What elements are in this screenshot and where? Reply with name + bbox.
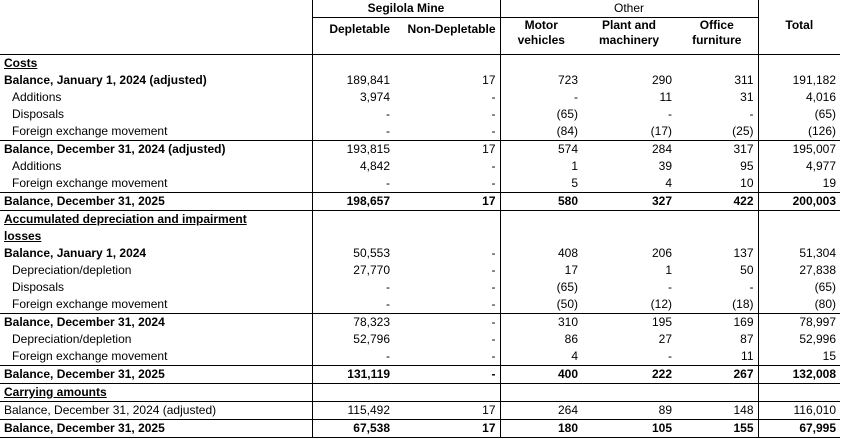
cell-value: 4 [500, 348, 582, 366]
table-row [0, 383, 840, 401]
cell-value: - [749, 107, 754, 121]
cell-value: 284 [582, 140, 676, 158]
cell-value: - [312, 296, 394, 314]
cell-value: 317 [676, 140, 758, 158]
cell-value: (65) [500, 106, 582, 123]
empty-cell [394, 210, 500, 228]
cell-value: (12) [650, 297, 672, 311]
cell-value: - [668, 349, 672, 363]
empty-cell [312, 210, 394, 228]
table-row [0, 313, 840, 331]
cell-value: 193,815 [312, 140, 394, 158]
cell-value: 50,553 [312, 245, 394, 262]
cell-value: - [491, 263, 496, 277]
cell-value: 132,008 [758, 365, 840, 383]
cell-value: 17 [482, 73, 496, 87]
segilola-mine-header: Segilola Mine [312, 0, 500, 18]
cell-value: 422 [676, 192, 758, 210]
other-header: Other [500, 0, 758, 18]
cell-value: 17 [394, 140, 500, 158]
table-row [0, 158, 840, 175]
table-row [0, 365, 840, 383]
row-label: Additions [12, 90, 62, 104]
cell-value: - [312, 123, 394, 141]
cell-value: 5 [500, 175, 582, 193]
cell-value: 4,016 [758, 89, 840, 106]
table-row [0, 419, 840, 437]
row-label: Balance, December 31, 2024 (adjusted) [0, 140, 312, 158]
cell-value: 1 [500, 158, 582, 175]
cell-value: 11 [741, 349, 754, 363]
cell-value: 86 [500, 331, 582, 348]
cell-value: 3,974 [312, 89, 394, 106]
cell-value: 264 [500, 401, 582, 419]
table-row [0, 140, 840, 158]
cell-value: 17 [394, 401, 500, 419]
cell-value: 89 [582, 401, 676, 419]
cell-value: 148 [676, 401, 758, 419]
cell-value: - [749, 280, 754, 294]
cell-value: - [491, 349, 496, 363]
row-label: Balance, December 31, 2024 [0, 313, 312, 331]
cell-value: (65) [758, 279, 840, 296]
cell-value: 327 [582, 192, 676, 210]
empty-cell [312, 54, 394, 72]
cell-value: 206 [651, 246, 672, 260]
empty-cell [394, 54, 500, 72]
empty-cell [582, 210, 676, 228]
row-label: Balance, December 31, 2024 (adjusted) [0, 401, 312, 419]
cell-value: 17 [500, 262, 582, 279]
cell-value: - [491, 107, 496, 121]
cell-value: 4 [665, 176, 672, 190]
empty-cell [312, 228, 394, 245]
cell-value: - [491, 280, 496, 294]
cell-value: 195,007 [758, 140, 840, 158]
table-row [0, 348, 840, 366]
header-row-2 [0, 18, 840, 55]
cell-value: 27,838 [758, 262, 840, 279]
table-row [0, 210, 840, 228]
cell-value: - [394, 313, 500, 331]
cell-value: 87 [740, 332, 754, 346]
cell-value: 116,010 [758, 401, 840, 419]
row-label: Costs [0, 54, 312, 72]
cell-value: 200,003 [758, 192, 840, 210]
cell-value: (50) [500, 296, 582, 314]
cell-value: 580 [500, 192, 582, 210]
cell-value: (18) [732, 297, 754, 311]
cell-value: - [312, 348, 394, 366]
cell-value: 1 [665, 263, 672, 277]
empty-cell [676, 54, 758, 72]
cell-value: 723 [500, 72, 582, 89]
cell-value: - [491, 332, 496, 346]
empty-cell [758, 210, 840, 228]
cell-value: 115,492 [312, 401, 394, 419]
empty-cell [582, 228, 676, 245]
table-row [0, 245, 840, 262]
cell-value: 67,538 [312, 419, 394, 437]
col-depletable: Depletable [312, 18, 394, 55]
cell-value: - [491, 246, 496, 260]
empty-cell [676, 228, 758, 245]
row-label: Foreign exchange movement [12, 297, 168, 311]
col-office-furniture: Office furniture [692, 18, 742, 47]
cell-value: 408 [500, 245, 582, 262]
row-label: Depreciation/depletion [12, 332, 132, 346]
cell-value: 131,119 [312, 365, 394, 383]
cell-value: 189,841 [312, 72, 394, 89]
cell-value: 4,842 [312, 158, 394, 175]
empty-cell [758, 228, 840, 245]
row-label: Disposals [12, 107, 65, 121]
empty-cell [676, 383, 758, 401]
cell-value: 19 [758, 175, 840, 193]
cell-value: (65) [500, 279, 582, 296]
row-label: Foreign exchange movement [12, 176, 168, 190]
cell-value: 180 [500, 419, 582, 437]
cell-value: 52,996 [758, 331, 840, 348]
empty-cell [500, 210, 582, 228]
row-label: losses [4, 229, 42, 243]
cell-value: 4,977 [758, 158, 840, 175]
cell-value: 310 [500, 313, 582, 331]
cell-value: 78,997 [758, 313, 840, 331]
table-row [0, 296, 840, 314]
table-row [0, 123, 840, 141]
cell-value: 50 [740, 263, 754, 277]
cell-value: (80) [758, 296, 840, 314]
cell-value: 267 [676, 365, 758, 383]
empty-cell [500, 54, 582, 72]
col-non-depletable: Non-Depletable [407, 22, 496, 36]
row-label: Balance, December 31, 2025 [0, 365, 312, 383]
row-label: Balance, December 31, 2025 [0, 192, 312, 210]
row-label: Foreign exchange movement [12, 349, 168, 363]
empty-cell [312, 383, 394, 401]
cell-value: 574 [500, 140, 582, 158]
cell-value: 10 [740, 176, 754, 190]
cell-value: 15 [758, 348, 840, 366]
cell-value: - [312, 279, 394, 296]
cell-value: - [312, 106, 394, 123]
table-row [0, 331, 840, 348]
row-label: Accumulated depreciation and impairment [4, 212, 247, 226]
header-row-1 [0, 0, 840, 18]
row-label: Carrying amounts [4, 385, 107, 399]
row-label: Foreign exchange movement [12, 124, 168, 138]
empty-cell [758, 54, 840, 72]
cell-value: - [491, 124, 496, 138]
cell-value: 195 [582, 313, 676, 331]
cell-value: (25) [732, 124, 754, 138]
col-plant-machinery: Plant and machinery [598, 18, 660, 47]
empty-cell [500, 383, 582, 401]
cell-value: 155 [676, 419, 758, 437]
cell-value: 17 [394, 419, 500, 437]
empty-cell [676, 210, 758, 228]
cell-value: - [491, 297, 496, 311]
table-row [0, 262, 840, 279]
cell-value: 137 [733, 246, 754, 260]
cell-value: 105 [582, 419, 676, 437]
cell-value: 191,182 [758, 72, 840, 89]
cell-value: (84) [500, 123, 582, 141]
empty-cell [394, 228, 500, 245]
cell-value: - [491, 176, 496, 190]
col-total: Total [758, 18, 840, 55]
table-row [0, 279, 840, 296]
row-label: Depreciation/depletion [12, 263, 132, 277]
cell-value: 311 [734, 73, 754, 87]
cell-value: - [668, 280, 672, 294]
cell-value: - [312, 175, 394, 193]
cell-value: 198,657 [312, 192, 394, 210]
cell-value: - [394, 365, 500, 383]
row-label: Additions [12, 159, 62, 173]
cell-value: - [491, 159, 496, 173]
cell-value: 51,304 [758, 245, 840, 262]
cell-value: 67,995 [758, 419, 840, 437]
cell-value: 27 [658, 332, 672, 346]
table-row [0, 228, 840, 245]
cell-value: (65) [758, 106, 840, 123]
row-label: Disposals [12, 280, 65, 294]
table-row [0, 72, 840, 89]
cell-value: - [500, 89, 582, 106]
table-row [0, 89, 840, 106]
cell-value: - [668, 107, 672, 121]
cell-value: 222 [582, 365, 676, 383]
cell-value: 27,770 [312, 262, 394, 279]
cell-value: 78,323 [312, 313, 394, 331]
cell-value: 11 [659, 90, 672, 104]
cell-value: 17 [394, 192, 500, 210]
cell-value: (126) [758, 123, 840, 141]
cell-value: (17) [650, 124, 672, 138]
empty-cell [500, 228, 582, 245]
row-label: Balance, January 1, 2024 [4, 246, 147, 260]
table-row [0, 54, 840, 72]
cell-value: 400 [500, 365, 582, 383]
col-motor-vehicles: Motor vehicles [500, 18, 582, 55]
cell-value: 31 [740, 90, 754, 104]
table-row [0, 106, 840, 123]
cell-value: - [491, 90, 496, 104]
cell-value: 169 [676, 313, 758, 331]
table-row [0, 192, 840, 210]
row-label: Balance, January 1, 2024 (adjusted) [4, 73, 207, 87]
table-row [0, 175, 840, 193]
cell-value: 52,796 [312, 331, 394, 348]
empty-cell [582, 383, 676, 401]
cell-value: 95 [740, 159, 754, 173]
empty-cell [582, 54, 676, 72]
empty-cell [758, 383, 840, 401]
cell-value: 290 [651, 73, 672, 87]
empty-cell [394, 383, 500, 401]
row-label: Balance, December 31, 2025 [0, 419, 312, 437]
cell-value: 39 [658, 159, 672, 173]
table-row [0, 401, 840, 419]
